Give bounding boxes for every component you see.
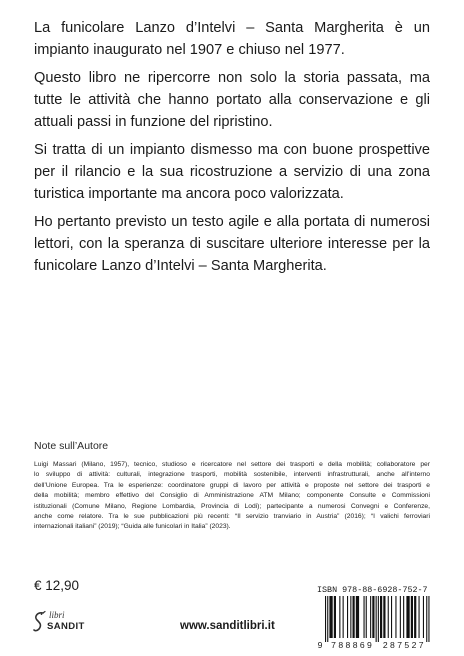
barcode-lead-digit: 9 [317, 640, 323, 650]
barcode-bar [353, 596, 355, 638]
logo-text-sandit: SANDIT [47, 621, 85, 632]
barcode-bar [343, 596, 344, 638]
barcode-bar [400, 596, 401, 638]
barcode-bar [334, 596, 336, 638]
barcode-bar [370, 596, 371, 638]
barcode-bar [327, 596, 328, 642]
isbn-barcode [316, 596, 432, 650]
author-bio-line: dell’Unione Europea. Tra le esperienze: coordinatore gruppi di lavoro per attività e proposte nel settore dei trasporti e [34, 481, 430, 489]
barcode-bar [406, 596, 409, 638]
barcode-bar [339, 596, 340, 638]
blurb-line: attuali passi in funzione del ripristino. [34, 114, 273, 130]
swirl-bird-icon [32, 610, 46, 634]
barcode-left-digits: 788869 [331, 640, 375, 650]
blurb [34, 17, 430, 283]
barcode-bar [366, 596, 367, 638]
isbn-label: ISBN 978-88-6928-752-7 [317, 585, 428, 595]
author-bio-line: anche come relatore. Tra le sue pubblicazioni più recenti: “Il servizio tranviario in Austria” (2016); “I valichi ferroviari [34, 512, 430, 520]
blurb-line: Ho pertanto previsto un testo agile e alla portata di numerosi [34, 214, 430, 230]
blurb-paragraph [34, 139, 430, 205]
blurb-paragraph [34, 67, 430, 133]
blurb-line: funicolare Lanzo d’Intelvi – Santa Margherita. [34, 258, 327, 274]
barcode-bar [411, 596, 413, 638]
barcode-bar [426, 596, 427, 642]
blurb-line: lettori, con la speranza di suscitare ulteriore interesse per la [34, 236, 430, 252]
barcode-bar [329, 596, 332, 638]
barcode-bar [428, 596, 429, 642]
barcode-right-digits: 287527 [382, 640, 426, 650]
logo-text-libri: libri [49, 610, 65, 620]
author-bio [34, 460, 430, 533]
barcode-bar [380, 596, 382, 638]
author-bio-line: lo sviluppo di attività: culturali, integrazione trasporti, mobilità sostenibile, interventi infrastrutturali, anche all’interno [34, 471, 430, 479]
barcode-bar [395, 596, 396, 638]
barcode-bar [414, 596, 416, 638]
author-bio-line: internazionali italiani” (2019); “Guida alle funicolari in Italia” (2023). [34, 523, 231, 531]
blurb-line: Si tratta di un impianto dismesso ma con buone prospettive [34, 142, 430, 158]
barcode-bar [325, 596, 326, 642]
blurb-line: tutte le attività che hanno portato alla conservazione e gli [34, 92, 430, 108]
barcode-bar [364, 596, 365, 638]
barcode-bar [376, 596, 377, 642]
blurb-line: Questo libro ne ripercorre non solo la storia passata, ma [34, 70, 430, 86]
blurb-line: impianto inaugurato nel 1907 e chiuso nel 1977. [34, 42, 345, 58]
barcode-bar [383, 596, 385, 638]
blurb-line: turistica importante ma ancora poco valorizzata. [34, 186, 344, 202]
barcode-bar [391, 596, 392, 638]
barcode-bar [378, 596, 379, 642]
blurb-paragraph [34, 211, 430, 277]
barcode-bar [423, 596, 424, 638]
barcode-bar [403, 596, 404, 638]
blurb-paragraph [34, 17, 430, 61]
barcode-bar [419, 596, 420, 638]
blurb-line: per il rilancio e la sua ricostruzione a servizio di una zona [34, 164, 430, 180]
barcode-bar [347, 596, 348, 638]
author-note-heading: Note sull’Autore [34, 440, 109, 452]
publisher-logo [30, 608, 100, 636]
barcode-bar [356, 596, 359, 638]
author-bio-line: Luigi Massari (Milano, 1957), tecnico, studioso e ricercatore nel settore dei trasporti e della mobilità; collaboratore per [34, 461, 430, 468]
publisher-website: www.sanditlibri.it [180, 620, 275, 632]
barcode-bar [350, 596, 351, 638]
barcode-bar [388, 596, 389, 638]
author-bio-line: istituzionali (Comune Milano, Regione Lombardia, Provincia di Lodi); partecipante a numerosi Convegni e Conferenze, [34, 502, 430, 510]
price: € 12,90 [34, 578, 80, 593]
blurb-line: La funicolare Lanzo d’Intelvi – Santa Margherita è un [34, 20, 430, 36]
barcode-bars [325, 596, 430, 642]
barcode-bar [372, 596, 374, 638]
author-bio-line: della mobilità; membro effettivo del Consiglio di Amministrazione ATM Milano; componente Consulte e Commissioni [34, 492, 430, 500]
